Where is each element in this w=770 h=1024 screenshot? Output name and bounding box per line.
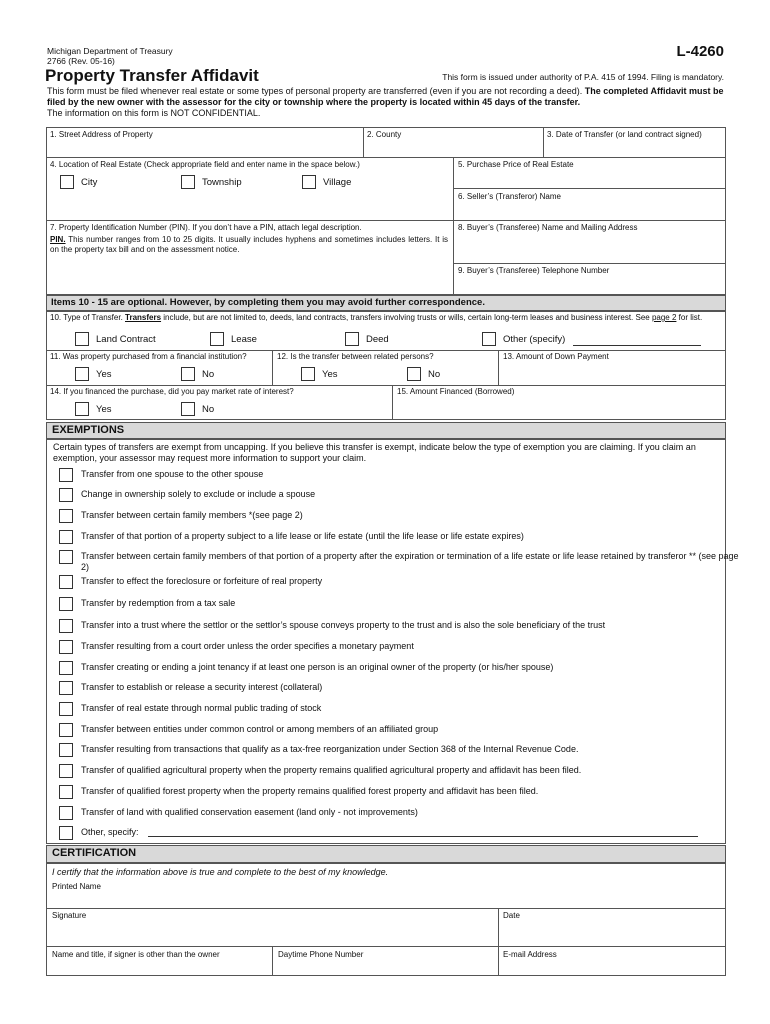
city-label: City [81, 177, 98, 188]
intro-text: This form must be filed whenever real estate or some types of personal property are transferred (even if you are not recording a deed). The completed Affidavit must be filed by the new owner with the assessor for the city or township where the property is located within 45 days of the transfer. The information on this form is NOT CONFIDENTIAL. [47, 86, 724, 118]
exemption-checkbox[interactable] [59, 509, 73, 523]
down-payment-input[interactable] [503, 364, 723, 382]
exemption-label: Transfer by redemption from a tax sale [81, 598, 236, 608]
county-label: 2. County [367, 130, 402, 139]
exemption-checkbox[interactable] [59, 702, 73, 716]
exemptions-title: EXEMPTIONS [52, 424, 125, 436]
exemption-label: Transfer between certain family members *(see page 2) [81, 510, 303, 520]
other-transfer-label: Other (specify) [503, 334, 566, 345]
purchase-price-label: 5. Purchase Price of Real Estate [458, 160, 574, 169]
exemption-label: Transfer of land with qualified conservation easement (land only - not improvements) [81, 807, 418, 817]
down-payment-label: 13. Amount of Down Payment [503, 352, 609, 361]
fin-inst-yes-checkbox[interactable] [75, 367, 89, 381]
location-label: 4. Location of Real Estate (Check appropriate field and enter name in the space below.) [50, 160, 360, 169]
market-rate-label: 14. If you financed the purchase, did you pay market rate of interest? [50, 387, 294, 396]
other-transfer-input[interactable] [573, 345, 701, 346]
township-checkbox[interactable] [181, 175, 195, 189]
lease-checkbox[interactable] [210, 332, 224, 346]
page-title: Property Transfer Affidavit [45, 66, 259, 85]
exemption-label: Transfer to establish or release a security interest (collateral) [81, 682, 323, 692]
exemption-label: Transfer of that portion of a property subject to a life lease or life estate (until the life lease or life estate expires) [81, 531, 524, 541]
date-input[interactable] [503, 922, 723, 944]
date-label: Date [503, 911, 520, 920]
date-of-transfer-label: 3. Date of Transfer (or land contract signed) [547, 130, 702, 139]
other-exemption-input[interactable] [148, 836, 698, 837]
exemption-label: Transfer between entities under common control or among members of an affiliated group [81, 724, 439, 734]
exemption-label: Transfer resulting from transactions that qualify as a tax-free reorganization under Section 368 of the Internal Revenue Code. [81, 744, 579, 754]
seller-name-input[interactable] [458, 203, 723, 218]
printed-name-label: Printed Name [52, 882, 101, 891]
type-of-transfer-label: 10. Type of Transfer. Transfers include, but are not limited to, deeds, land contracts, transfers involving trusts or wills, certain long-term leases and business interest. See page 2 for list. [50, 313, 703, 322]
lease-label: Lease [231, 334, 257, 345]
exemption-checkbox[interactable] [59, 764, 73, 778]
certification-title: CERTIFICATION [52, 847, 137, 859]
exemption-label: Transfer to effect the foreclosure or forfeiture of real property [81, 576, 323, 586]
exemption-checkbox[interactable] [59, 530, 73, 544]
deed-checkbox[interactable] [345, 332, 359, 346]
certification-statement: I certify that the information above is true and complete to the best of my knowledge. [52, 867, 389, 877]
daytime-phone-input[interactable] [278, 961, 494, 974]
exemption-label: Transfer creating or ending a joint tenancy if at least one person is an original owner of the property (or his/her spouse) [81, 662, 554, 672]
buyer-name-label: 8. Buyer’s (Transferee) Name and Mailing Address [458, 223, 638, 232]
village-label: Village [323, 177, 352, 188]
buyer-phone-label: 9. Buyer’s (Transferee) Telephone Number [458, 266, 610, 275]
exemption-checkbox[interactable] [59, 640, 73, 654]
exemption-label: Transfer resulting from a court order unless the order specifies a monetary payment [81, 641, 414, 651]
deed-label: Deed [366, 334, 389, 345]
land-contract-checkbox[interactable] [75, 332, 89, 346]
exemption-checkbox[interactable] [59, 743, 73, 757]
form-header-left [47, 46, 173, 66]
exemption-checkbox[interactable] [59, 550, 73, 564]
fin-inst-yes-label: Yes [96, 369, 112, 380]
exemption-checkbox[interactable] [59, 681, 73, 695]
name-title-label: Name and title, if signer is other than the owner [52, 950, 220, 959]
street-address-input[interactable] [50, 141, 360, 155]
fin-inst-no-checkbox[interactable] [181, 367, 195, 381]
signature-input[interactable] [52, 922, 494, 944]
email-input[interactable] [503, 961, 723, 974]
exemption-label: Transfer of qualified agricultural property when the property remains qualified agricultural property and affidavit has been filed. [81, 765, 582, 775]
certification-header [46, 845, 726, 863]
exemption-checkbox[interactable] [59, 597, 73, 611]
name-title-input[interactable] [52, 961, 268, 974]
exemption-checkbox[interactable] [59, 468, 73, 482]
exemption-checkbox[interactable] [59, 826, 73, 840]
signature-label: Signature [52, 911, 87, 920]
township-label: Township [202, 177, 242, 188]
city-checkbox[interactable] [60, 175, 74, 189]
market-rate-no-label: No [202, 404, 215, 415]
form-number: L-4260 [676, 43, 724, 60]
exemption-checkbox[interactable] [59, 785, 73, 799]
exemption-label: Transfer of qualified forest property when the property remains qualified forest property and affidavit has been filed. [81, 786, 539, 796]
amount-financed-input[interactable] [397, 399, 723, 417]
printed-name-input[interactable] [52, 893, 722, 907]
related-yes-checkbox[interactable] [301, 367, 315, 381]
exemption-checkbox[interactable] [59, 723, 73, 737]
fin-inst-no-label: No [202, 369, 215, 380]
exemption-label: Transfer into a trust where the settlor or the settlor’s spouse conveys property to the trust and is also the sole beneficiary of the trust [81, 620, 606, 630]
exemption-checkbox[interactable] [59, 661, 73, 675]
exemption-checkbox[interactable] [59, 806, 73, 820]
market-rate-no-checkbox[interactable] [181, 402, 195, 416]
exemption-label: Transfer from one spouse to the other spouse [81, 469, 264, 479]
pin-note: PIN. This number ranges from 10 to 25 digits. It usually includes hyphens and sometimes includes letters. It is on the property tax bill and on the assessment notice. [50, 235, 448, 254]
land-contract-label: Land Contract [96, 334, 156, 345]
exemption-label: Transfer between certain family members of that portion of a property after the expiration or termination of a life estate or life lease retained by transferor ** (see page 2) [81, 551, 739, 572]
market-rate-yes-checkbox[interactable] [75, 402, 89, 416]
related-persons-label: 12. Is the transfer between related persons? [277, 352, 434, 361]
location-name-input[interactable] [50, 195, 448, 217]
other-transfer-checkbox[interactable] [482, 332, 496, 346]
related-no-checkbox[interactable] [407, 367, 421, 381]
agency-name: Michigan Department of Treasury [47, 46, 173, 56]
optional-items-text: Items 10 - 15 are optional. However, by completing them you may avoid further correspondence. [51, 297, 485, 308]
seller-name-label: 6. Seller’s (Transferor) Name [458, 192, 561, 201]
exemption-checkbox[interactable] [59, 575, 73, 589]
county-input[interactable] [367, 141, 539, 155]
date-of-transfer-input[interactable] [547, 141, 723, 155]
buyer-name-input[interactable] [458, 234, 723, 261]
pin-input[interactable] [50, 258, 448, 292]
email-label: E-mail Address [503, 950, 557, 959]
village-checkbox[interactable] [302, 175, 316, 189]
exemption-checkbox[interactable] [59, 488, 73, 502]
amount-financed-label: 15. Amount Financed (Borrowed) [397, 387, 515, 396]
exemption-label: Change in ownership solely to exclude or include a spouse [81, 489, 316, 499]
financial-institution-label: 11. Was property purchased from a financial institution? [50, 352, 247, 361]
street-address-label: 1. Street Address of Property [50, 130, 153, 139]
revision-label: 2766 (Rev. 05-16) [47, 56, 115, 66]
pin-label: 7. Property Identification Number (PIN). If you don’t have a PIN, attach legal description. [50, 223, 362, 232]
daytime-phone-label: Daytime Phone Number [278, 950, 364, 959]
exemptions-header [46, 422, 726, 439]
exemption-checkbox[interactable] [59, 619, 73, 633]
exemptions-intro: Certain types of transfers are exempt from uncapping. If you believe this transfer is exempt, indicate below the type of exemption you are claiming. If you claim an exemption, your assessor may request more information to support your claim. [53, 442, 696, 463]
exemption-label: Other, specify: [81, 827, 139, 837]
related-yes-label: Yes [322, 369, 338, 380]
purchase-price-input[interactable] [458, 171, 723, 186]
exemption-label: Transfer of real estate through normal public trading of stock [81, 703, 322, 713]
buyer-phone-input[interactable] [458, 277, 723, 292]
market-rate-yes-label: Yes [96, 404, 112, 415]
authority-note: This form is issued under authority of P.A. 415 of 1994. Filing is mandatory. [442, 72, 724, 82]
related-no-label: No [428, 369, 441, 380]
